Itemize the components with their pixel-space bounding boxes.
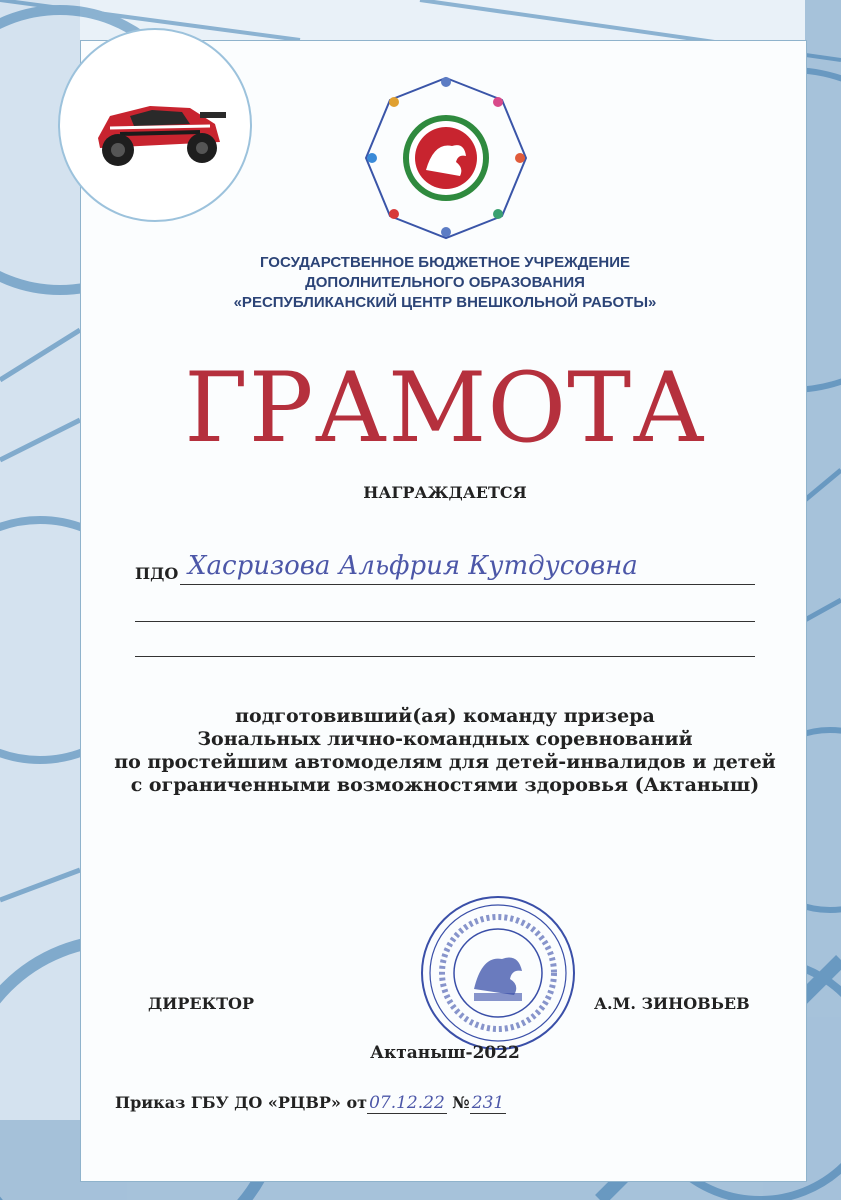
description-line: подготовивший(ая) команду призера bbox=[235, 705, 655, 727]
blank-line bbox=[135, 621, 755, 622]
rc-car-medallion bbox=[58, 28, 252, 222]
awarded-label: НАГРАЖДАЕТСЯ bbox=[363, 483, 527, 502]
organization-line: ДОПОЛНИТЕЛЬНОГО ОБРАЗОВАНИЯ bbox=[305, 274, 585, 291]
round-seal-stamp bbox=[418, 893, 578, 1053]
recipient-name-handwritten: Хасризова Альфрия Кутдусовна bbox=[188, 551, 638, 581]
emblem-logo bbox=[360, 72, 532, 244]
organization-name bbox=[150, 253, 740, 313]
recipient-prefix: ПДО bbox=[135, 564, 179, 583]
order-reference bbox=[115, 1093, 506, 1114]
rc-car-image bbox=[60, 30, 250, 220]
description-line: Зональных лично-командных соревнований bbox=[197, 728, 693, 750]
description-line: по простейшим автомоделям для детей-инвалидов и детей bbox=[114, 751, 776, 773]
organization-line: «РЕСПУБЛИКАНСКИЙ ЦЕНТР ВНЕШКОЛЬНОЙ РАБОТЫ» bbox=[233, 294, 657, 311]
order-label: Приказ ГБУ ДО «РЦВР» от bbox=[115, 1093, 368, 1112]
order-number-handwritten: 231 bbox=[471, 1093, 505, 1113]
certificate-title: ГРАМОТА bbox=[184, 352, 706, 464]
order-number-label: № bbox=[452, 1093, 470, 1112]
description-line: с ограниченными возможностями здоровья (Актаныш) bbox=[130, 774, 760, 796]
signatory-name: А.М. ЗИНОВЬЕВ bbox=[594, 994, 750, 1013]
signatory-title: ДИРЕКТОР bbox=[148, 994, 254, 1013]
recipient-line bbox=[180, 584, 755, 585]
organization-line: ГОСУДАРСТВЕННОЕ БЮДЖЕТНОЕ УЧРЕЖДЕНИЕ bbox=[260, 254, 630, 271]
award-description bbox=[110, 705, 780, 797]
place-year: Актаныш-2022 bbox=[370, 1043, 520, 1063]
order-date-handwritten: 07.12.22 bbox=[369, 1093, 445, 1113]
blank-line bbox=[135, 656, 755, 657]
